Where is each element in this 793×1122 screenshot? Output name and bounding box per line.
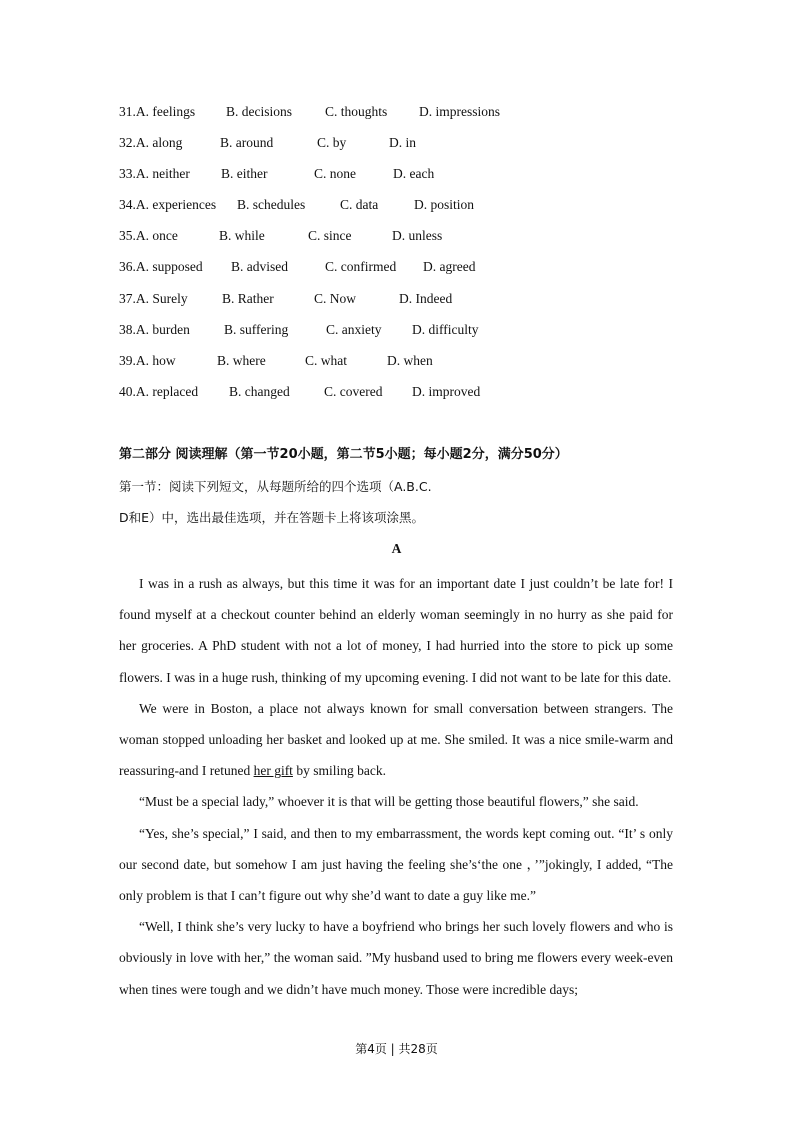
- option-a: [119, 195, 216, 215]
- option-b: B. suffering: [224, 321, 289, 337]
- passage-a: [119, 568, 673, 1005]
- option-c: C. covered: [324, 383, 383, 399]
- option-d: D. agreed: [423, 259, 476, 275]
- option-row: [119, 195, 719, 226]
- question-number: 39.: [119, 352, 136, 368]
- paragraph-2-text-before: We were in Boston, a place not always known for small conversation between strangers. The woman stopped unloading her basket and looked up at me. She smiled. It was a nice smile-warm and reassuring-and I retuned: [119, 700, 673, 779]
- option-a-text: A. supposed: [135, 259, 203, 275]
- option-row: [119, 133, 719, 164]
- option-row: [119, 289, 719, 320]
- option-a: [119, 164, 190, 184]
- option-a: [119, 320, 190, 340]
- option-d: D. Indeed: [399, 290, 453, 306]
- option-c: C. by: [317, 135, 347, 151]
- option-d: D. each: [393, 166, 435, 182]
- option-b: B. around: [220, 135, 274, 151]
- option-b: B. where: [217, 352, 266, 368]
- option-d: D. in: [389, 135, 416, 151]
- option-a: [119, 226, 178, 246]
- option-a-text: A. feelings: [135, 104, 196, 119]
- option-d: D. position: [414, 197, 475, 213]
- option-c: C. what: [305, 352, 347, 368]
- option-a: [119, 289, 188, 309]
- option-row: [119, 382, 719, 413]
- paragraph-1: I was in a rush as always, but this time it was for an important date I just couldn’t be late for! I found myself at a checkout counter behind an elderly woman seemingly in no hurry as she paid for her groceries. A PhD student with not a lot of money, I had hurried into the store to pick up some flowers. I was in a huge rush, thinking of my upcoming evening. I did not want to be late for this date.: [119, 576, 673, 685]
- option-a-text: A. burden: [135, 321, 190, 337]
- option-row: [119, 164, 719, 195]
- paragraph-2: [119, 693, 673, 787]
- option-a-text: A. experiences: [135, 197, 217, 213]
- question-number: 33.: [119, 166, 136, 182]
- instruction-line-2: D和E）中，选出最佳选项，并在答题卡上将该项涂黑。: [119, 510, 425, 525]
- option-row: [119, 257, 719, 288]
- option-b: B. schedules: [237, 197, 306, 213]
- paragraph-3: “Must be a special lady,” whoever it is that will be getting those beautiful flowers,” she said.: [139, 794, 639, 810]
- option-a-text: A. how: [135, 352, 176, 368]
- option-a-text: A. once: [135, 228, 178, 244]
- option-a: [119, 257, 203, 277]
- option-a: [119, 351, 176, 371]
- option-c: C. since: [308, 228, 352, 244]
- option-a: [119, 102, 195, 122]
- option-c: C. Now: [314, 290, 357, 306]
- option-b: B. while: [219, 228, 265, 244]
- underlined-phrase: her gift: [253, 763, 293, 779]
- option-d: D. impressions: [419, 104, 500, 119]
- option-b: B. advised: [231, 259, 288, 275]
- option-b: B. either: [221, 166, 268, 182]
- option-row: [119, 351, 719, 382]
- answer-options-list: [119, 102, 719, 413]
- option-row: [119, 320, 719, 351]
- paragraph-2-text-after: by smiling back.: [292, 763, 386, 779]
- option-a: [119, 133, 182, 153]
- question-number: 32.: [119, 135, 136, 151]
- option-a: [119, 382, 198, 402]
- paragraph-5: “Well, I think she’s very lucky to have a boyfriend who brings her such lovely flowers and who is obviously in love with her,” the woman said. ”My husband used to bring me flowers every week-even when tines were tough and we didn’t have much money. Those were incredible days;: [119, 919, 673, 997]
- passage-heading: A: [391, 541, 402, 556]
- question-number: 37.: [119, 290, 136, 306]
- option-d: D. when: [387, 352, 433, 368]
- section-title: 第二部分 阅读理解（第一节20小题，第二节5小题；每小题2分，满分50分）: [119, 447, 568, 462]
- question-number: 35.: [119, 228, 136, 244]
- option-c: C. anxiety: [326, 321, 382, 337]
- question-number: 36.: [119, 259, 136, 275]
- option-a-text: A. neither: [135, 166, 190, 182]
- option-row: [119, 226, 719, 257]
- option-c: C. none: [314, 166, 356, 182]
- option-b: B. changed: [229, 383, 290, 399]
- question-number: 31.: [119, 104, 136, 119]
- option-d: D. improved: [412, 383, 481, 399]
- instruction-line-1: 第一节：阅读下列短文，从每题所给的四个选项（A.B.C.: [119, 479, 432, 494]
- paragraph-4: “Yes, she’s special,” I said, and then to my embarrassment, the words kept coming out. “It’ s only our second date, but somehow I am just having the feeling she’s‘the one ，’”jokingly, I added, “The only problem is that I can’t figure out why she’d want to date a guy like me.”: [119, 825, 673, 904]
- option-a-text: A. along: [135, 135, 183, 151]
- question-number: 38.: [119, 321, 136, 337]
- option-d: D. unless: [392, 228, 443, 244]
- option-c: C. thoughts: [325, 104, 388, 119]
- page-footer: 第4页 | 共28页: [355, 1042, 438, 1056]
- option-a-text: A. replaced: [135, 383, 199, 399]
- option-row: [119, 102, 719, 133]
- option-c: C. confirmed: [325, 259, 397, 275]
- option-b: B. decisions: [226, 104, 292, 119]
- question-number: 34.: [119, 197, 136, 213]
- option-b: B. Rather: [222, 290, 274, 306]
- option-d: D. difficulty: [412, 321, 479, 337]
- option-a-text: A. Surely: [135, 290, 188, 306]
- option-c: C. data: [340, 197, 379, 213]
- question-number: 40.: [119, 383, 136, 399]
